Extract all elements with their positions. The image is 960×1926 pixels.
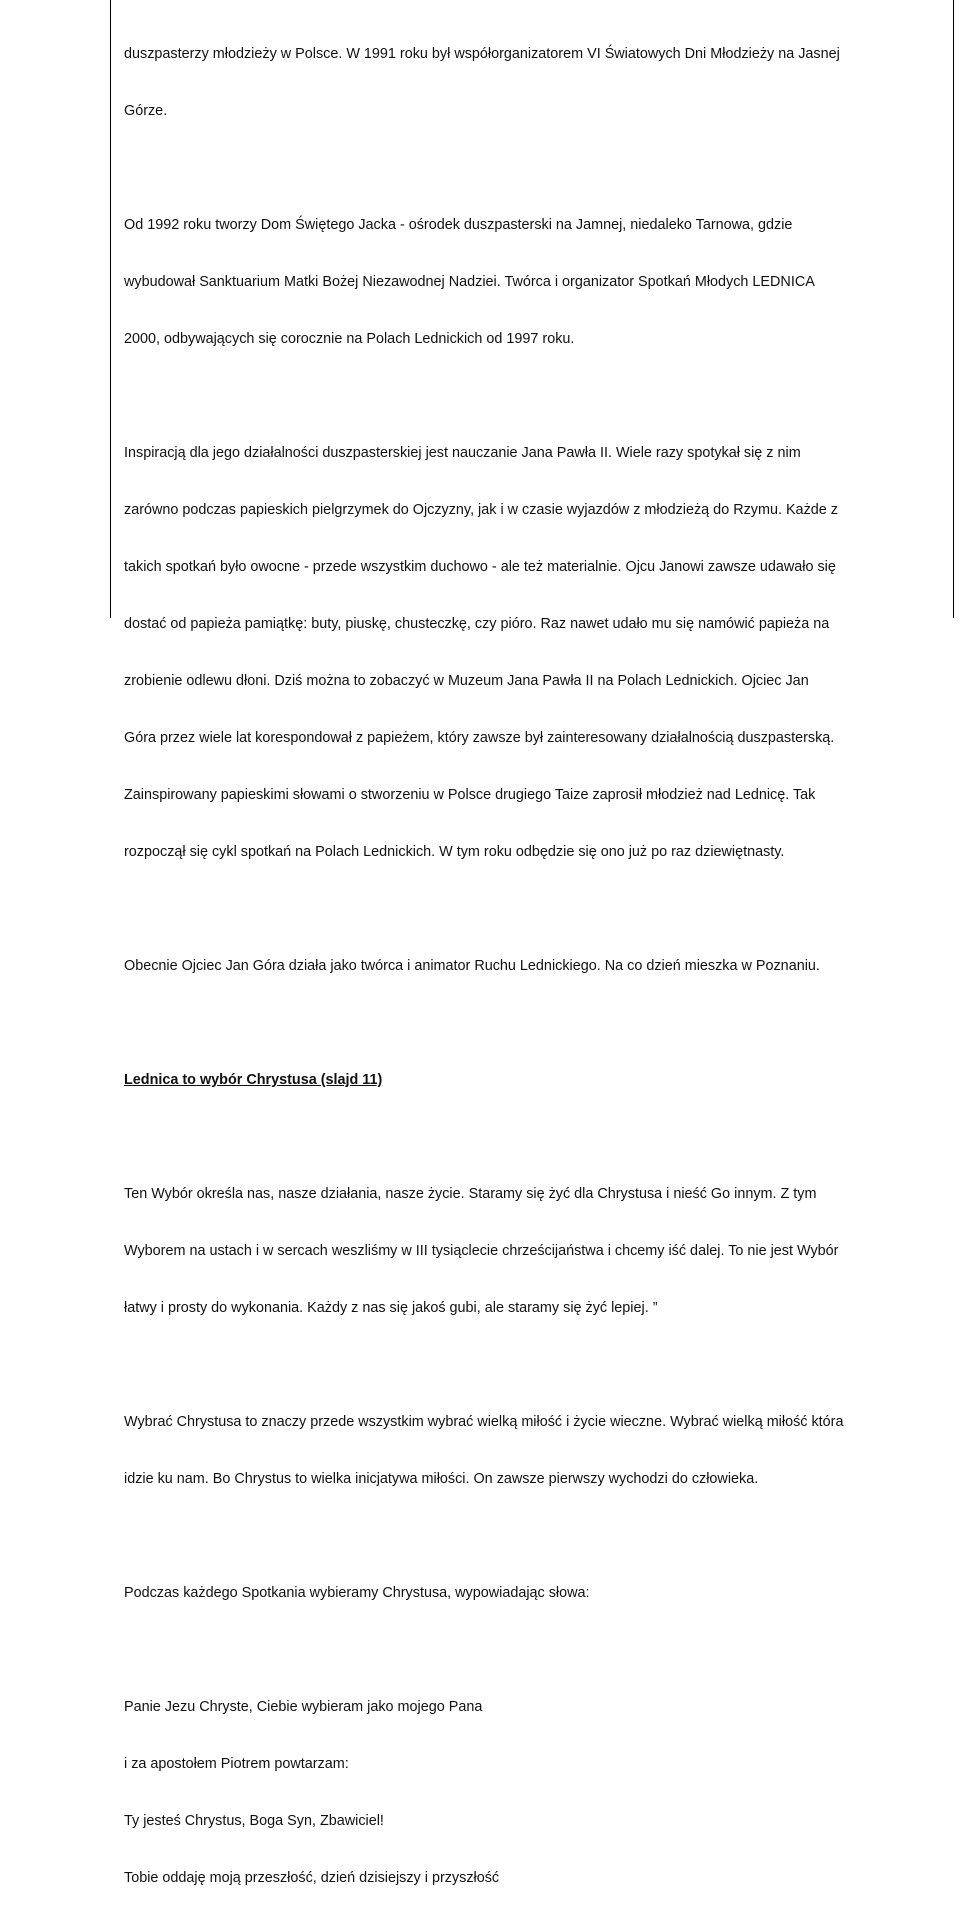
paragraph-6 (124, 1375, 904, 1527)
section-heading (124, 1033, 904, 1128)
text-line: Ten Wybór określa nas, nasze działania, nasze życie. Staramy się żyć dla Chrystusa i nieść Go innym. Z tym (124, 1186, 817, 1202)
text-line: Podczas każdego Spotkania wybieramy Chrystusa, wypowiadając słowa: (124, 1585, 590, 1601)
text-line: wybudował Sanktuarium Matki Bożej Niezawodnej Nadziei. Twórca i organizator Spotkań Młodych LEDNICA (124, 274, 815, 290)
text-line: Góra przez wiele lat korespondował z papieżem, który zawsze był zainteresowany działalnością duszpasterską. (124, 730, 835, 746)
text-line: Ty jesteś Chrystus, Boga Syn, Zbawiciel! (124, 1813, 384, 1829)
paragraph-2 (124, 178, 904, 387)
text-line: takich spotkań było owocne - przede wszystkim duchowo - ale też materialnie. Ojcu Janowi zawsze udawało się (124, 559, 836, 575)
text-line: zrobienie odlewu dłoni. Dziś można to zobaczyć w Muzeum Jana Pawła II na Polach Lednickich. Ojciec Jan (124, 673, 809, 689)
text-line: zarówno podczas papieskich pielgrzymek do Ojczyzny, jak i w czasie wyjazdów z młodzieżą do Rzymu. Każde z (124, 502, 838, 518)
text-line: Panie Jezu Chryste, Ciebie wybieram jako mojego Pana (124, 1699, 483, 1715)
document-body (124, 7, 904, 1926)
text-line: Tobie oddaję moją przeszłość, dzień dzisiejszy i przyszłość (124, 1870, 500, 1886)
text-line: Wybrać Chrystusa to znaczy przede wszystkim wybrać wielką miłość i życie wieczne. Wybrać wielką miłość która (124, 1414, 844, 1430)
text-line: i za apostołem Piotrem powtarzam: (124, 1756, 349, 1772)
paragraph-7 (124, 1546, 904, 1641)
text-line: Wyborem na ustach i w sercach weszliśmy w III tysiąclecie chrześcijaństwa i chcemy iść dalej. To nie jest Wybór (124, 1243, 839, 1259)
text-line: dostać od papieża pamiątkę: buty, piuskę, chusteczkę, czy pióro. Raz nawet udało mu się namówić papieża na (124, 616, 830, 632)
text-line: duszpasterzy młodzieży w Polsce. W 1991 roku był współorganizatorem VI Światowych Dni Młodzieży na Jasnej (124, 46, 840, 62)
text-line: rozpoczął się cykl spotkań na Polach Lednickich. W tym roku odbędzie się ono już po raz dziewiętnasty. (124, 844, 785, 860)
heading-text: Lednica to wybór Chrystusa (slajd 11) (124, 1072, 383, 1088)
paragraph-3 (124, 406, 904, 900)
text-line: Zainspirowany papieskimi słowami o stworzeniu w Polsce drugiego Taize zaprosił młodzież nad Lednicę. Tak (124, 787, 816, 803)
text-line: Od 1992 roku tworzy Dom Świętego Jacka - ośrodek duszpasterski na Jamnej, niedaleko Tarnowa, gdzie (124, 217, 793, 233)
paragraph-5 (124, 1147, 904, 1356)
text-line: idzie ku nam. Bo Chrystus to wielka inicjatywa miłości. On zawsze pierwszy wychodzi do człowieka. (124, 1471, 759, 1487)
paragraph-1 (124, 7, 904, 159)
text-line: 2000, odbywających się corocznie na Polach Lednickich od 1997 roku. (124, 331, 575, 347)
text-line: Obecnie Ojciec Jan Góra działa jako twórca i animator Ruchu Lednickiego. Na co dzień mieszka w Poznaniu. (124, 958, 820, 974)
text-line: łatwy i prosty do wykonania. Każdy z nas się jakoś gubi, ale staramy się żyć lepiej. ” (124, 1300, 658, 1316)
text-line: Górze. (124, 103, 168, 119)
paragraph-4 (124, 919, 904, 1014)
paragraph-8 (124, 1660, 904, 1926)
text-line: Inspiracją dla jego działalności duszpasterskiej jest nauczanie Jana Pawła II. Wiele razy spotykał się z nim (124, 445, 801, 461)
